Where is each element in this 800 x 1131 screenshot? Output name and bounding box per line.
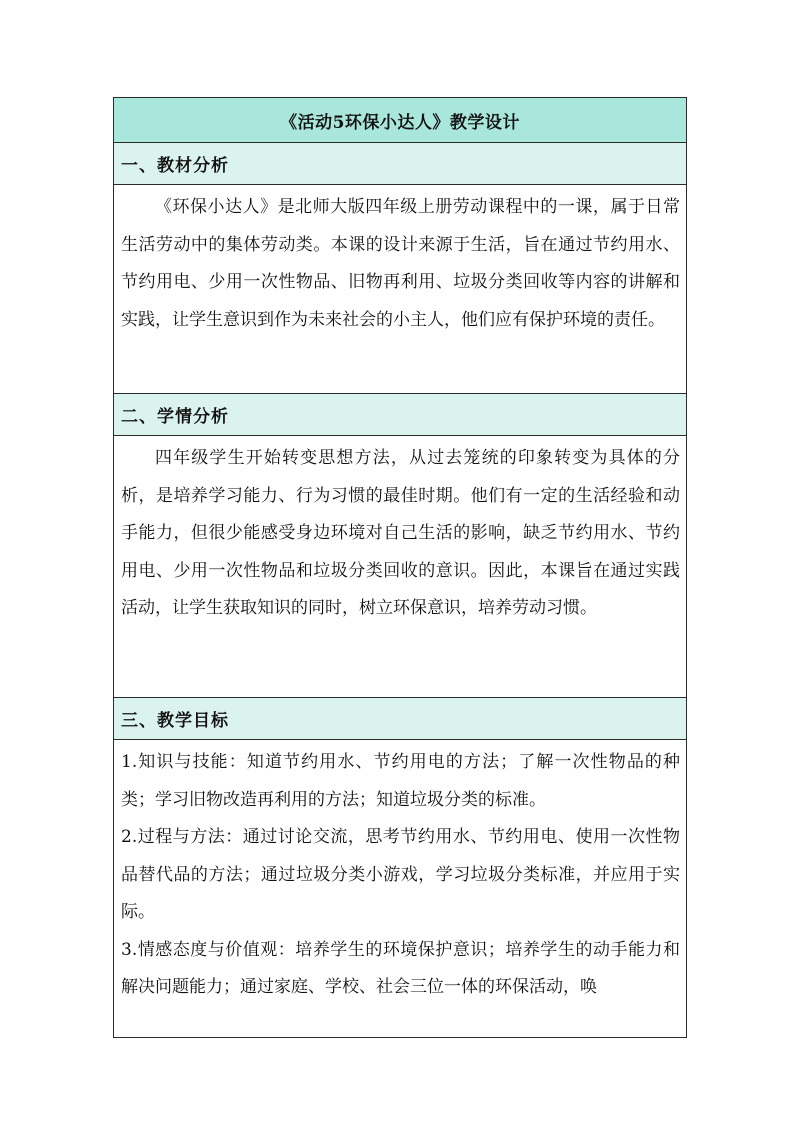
lesson-plan-table: [113, 97, 687, 1038]
document-title: 《活动5环保小达人》教学设计: [114, 98, 686, 142]
paragraph: 《环保小达人》是北师大版四年级上册劳动课程中的一课，属于日常生活劳动中的集体劳动类。本课的设计来源于生活，旨在通过节约用水、节约用电、少用一次性物品、旧物再利用、垃圾分类回收等内容的讲解和实践，让学生意识到作为未来社会的小主人，他们应有保护环境的责任。: [121, 197, 680, 330]
section-heading-textbook-analysis: 一、教材分析: [114, 142, 686, 184]
section-heading-student-analysis: 二、学情分析: [114, 393, 686, 435]
objective-item: 3.情感态度与价值观：培养学生的环境保护意识；培养学生的动手能力和解决问题能力；通过家庭、学校、社会三位一体的环保活动，唤: [121, 939, 680, 997]
section-body-textbook-analysis: [114, 184, 686, 393]
section-body-student-analysis: [114, 435, 686, 697]
section-body-teaching-objectives: [114, 739, 686, 1037]
paragraph: 四年级学生开始转变思想方法，从过去笼统的印象转变为具体的分析，是培养学习能力、行为习惯的最佳时期。他们有一定的生活经验和动手能力，但很少能感受身边环境对自己生活的影响，缺乏节约用水、节约用电、少用一次性物品和垃圾分类回收的意识。因此，本课旨在通过实践活动，让学生获取知识的同时，树立环保意识，培养劳动习惯。: [121, 448, 680, 618]
objective-item: 1.知识与技能：知道节约用水、节约用电的方法；了解一次性物品的种类；学习旧物改造再利用的方法；知道垃圾分类的标准。: [121, 752, 680, 810]
section-heading-teaching-objectives: 三、教学目标: [114, 697, 686, 739]
objective-item: 2.过程与方法：通过讨论交流，思考节约用水、节约用电、使用一次性物品替代品的方法；通过垃圾分类小游戏，学习垃圾分类标准，并应用于实际。: [121, 827, 680, 922]
